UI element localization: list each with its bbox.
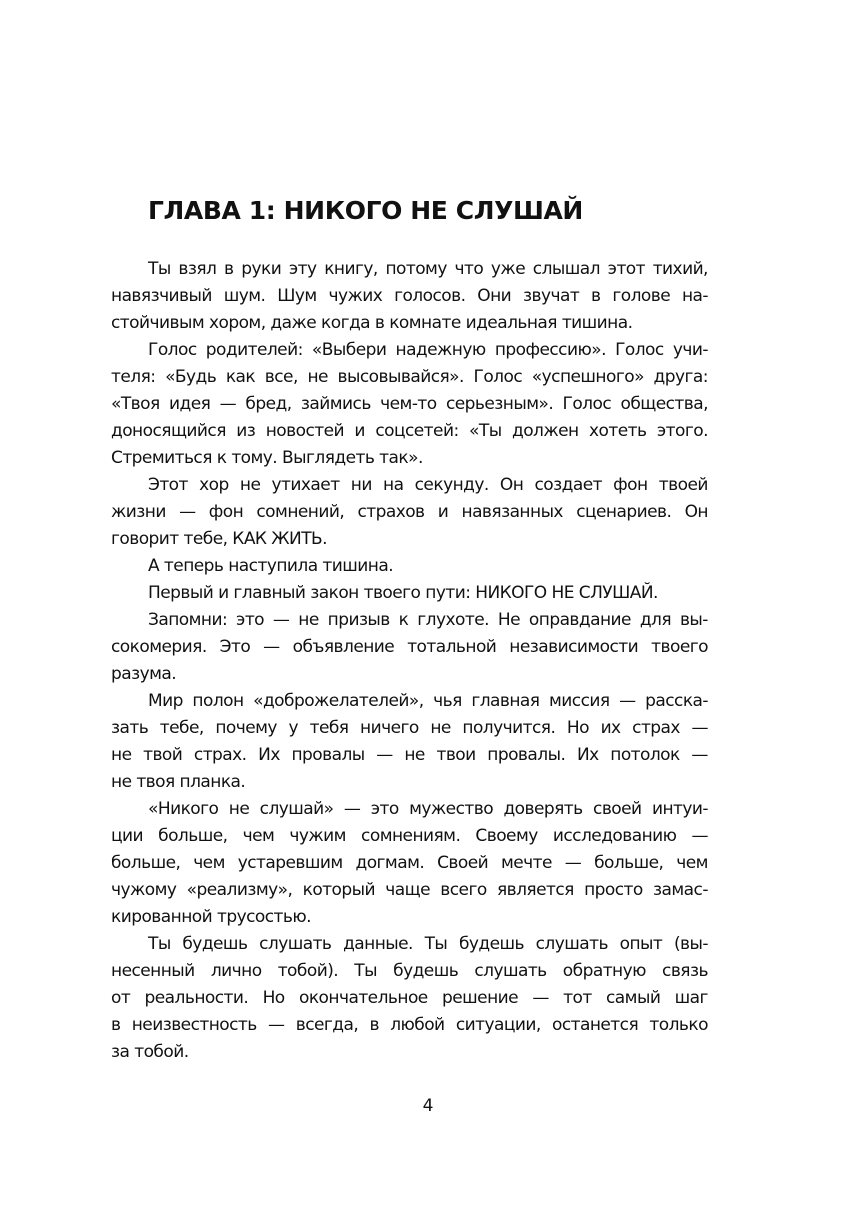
text-line: стойчивым хором, даже когда в комнате идеальная тишина.	[111, 313, 633, 333]
paragraph	[111, 256, 708, 337]
text-line: Ты взял в руки эту книгу, потому что уже слышал этот тихий,	[148, 259, 708, 279]
text-line: разума.	[111, 664, 177, 684]
text-line: Ты будешь слушать данные. Ты будешь слушать опыт (вы-	[148, 934, 708, 954]
text-line: говорит тебе, КАК ЖИТЬ.	[111, 529, 328, 549]
paragraph	[111, 931, 708, 1066]
text-line: Мир полон «доброжелателей», чья главная миссия — расска-	[148, 691, 708, 711]
text-line: не твой страх. Их провалы — не твои провалы. Их потолок —	[111, 745, 708, 765]
paragraph	[111, 337, 708, 472]
text-line: за тобой.	[111, 1042, 189, 1062]
text-line: несенный лично тобой). Ты будешь слушать обратную связь	[111, 961, 708, 981]
text-line: «Твоя идея — бред, займись чем-то серьезным». Голос общества,	[111, 394, 708, 414]
chapter-title: ГЛАВА 1: НИКОГО НЕ СЛУШАЙ	[148, 196, 583, 225]
text-line: «Никого не слушай» — это мужество доверять своей интуи-	[148, 799, 708, 819]
text-line: в неизвестность — всегда, в любой ситуации, останется только	[111, 1015, 708, 1035]
text-line: сокомерия. Это — объявление тотальной независимости твоего	[111, 637, 708, 657]
text-line: кированной трусостью.	[111, 907, 311, 927]
text-line: доносящийся из новостей и соцсетей: «Ты должен хотеть этого.	[111, 421, 708, 441]
paragraph	[111, 472, 708, 553]
paragraph	[111, 607, 708, 688]
text-line: Голос родителей: «Выбери надежную профессию». Голос учи-	[148, 340, 708, 360]
text-line: от реальности. Но окончательное решение — тот самый шаг	[111, 988, 708, 1008]
text-line: Стремиться к тому. Выглядеть так».	[111, 448, 423, 468]
text-line: чужому «реализму», который чаще всего является просто замас-	[111, 880, 708, 900]
paragraph	[111, 553, 708, 580]
text-line: Запомни: это — не призыв к глухоте. Не оправдание для вы-	[148, 610, 708, 630]
text-line: теля: «Будь как все, не высовывайся». Голос «успешного» друга:	[111, 367, 708, 387]
text-line: зать тебе, почему у тебя ничего не получится. Но их страх —	[111, 718, 708, 738]
text-line: жизни — фон сомнений, страхов и навязанных сценариев. Он	[111, 502, 708, 522]
text-line: навязчивый шум. Шум чужих голосов. Они звучат в голове на-	[111, 286, 708, 306]
paragraph	[111, 688, 708, 796]
paragraph	[111, 580, 708, 607]
text-line: ции больше, чем чужим сомнениям. Своему исследованию —	[111, 826, 708, 846]
paragraph	[111, 796, 708, 931]
page-number: 4	[422, 1096, 434, 1116]
body-text	[111, 256, 708, 1066]
text-line: больше, чем устаревшим догмам. Своей мечте — больше, чем	[111, 853, 708, 873]
text-line: А теперь наступила тишина.	[148, 556, 394, 576]
text-line: Первый и главный закон твоего пути: НИКОГО НЕ СЛУШАЙ.	[148, 583, 658, 603]
text-line: не твоя планка.	[111, 772, 246, 792]
text-line: Этот хор не утихает ни на секунду. Он создает фон твоей	[148, 475, 708, 495]
